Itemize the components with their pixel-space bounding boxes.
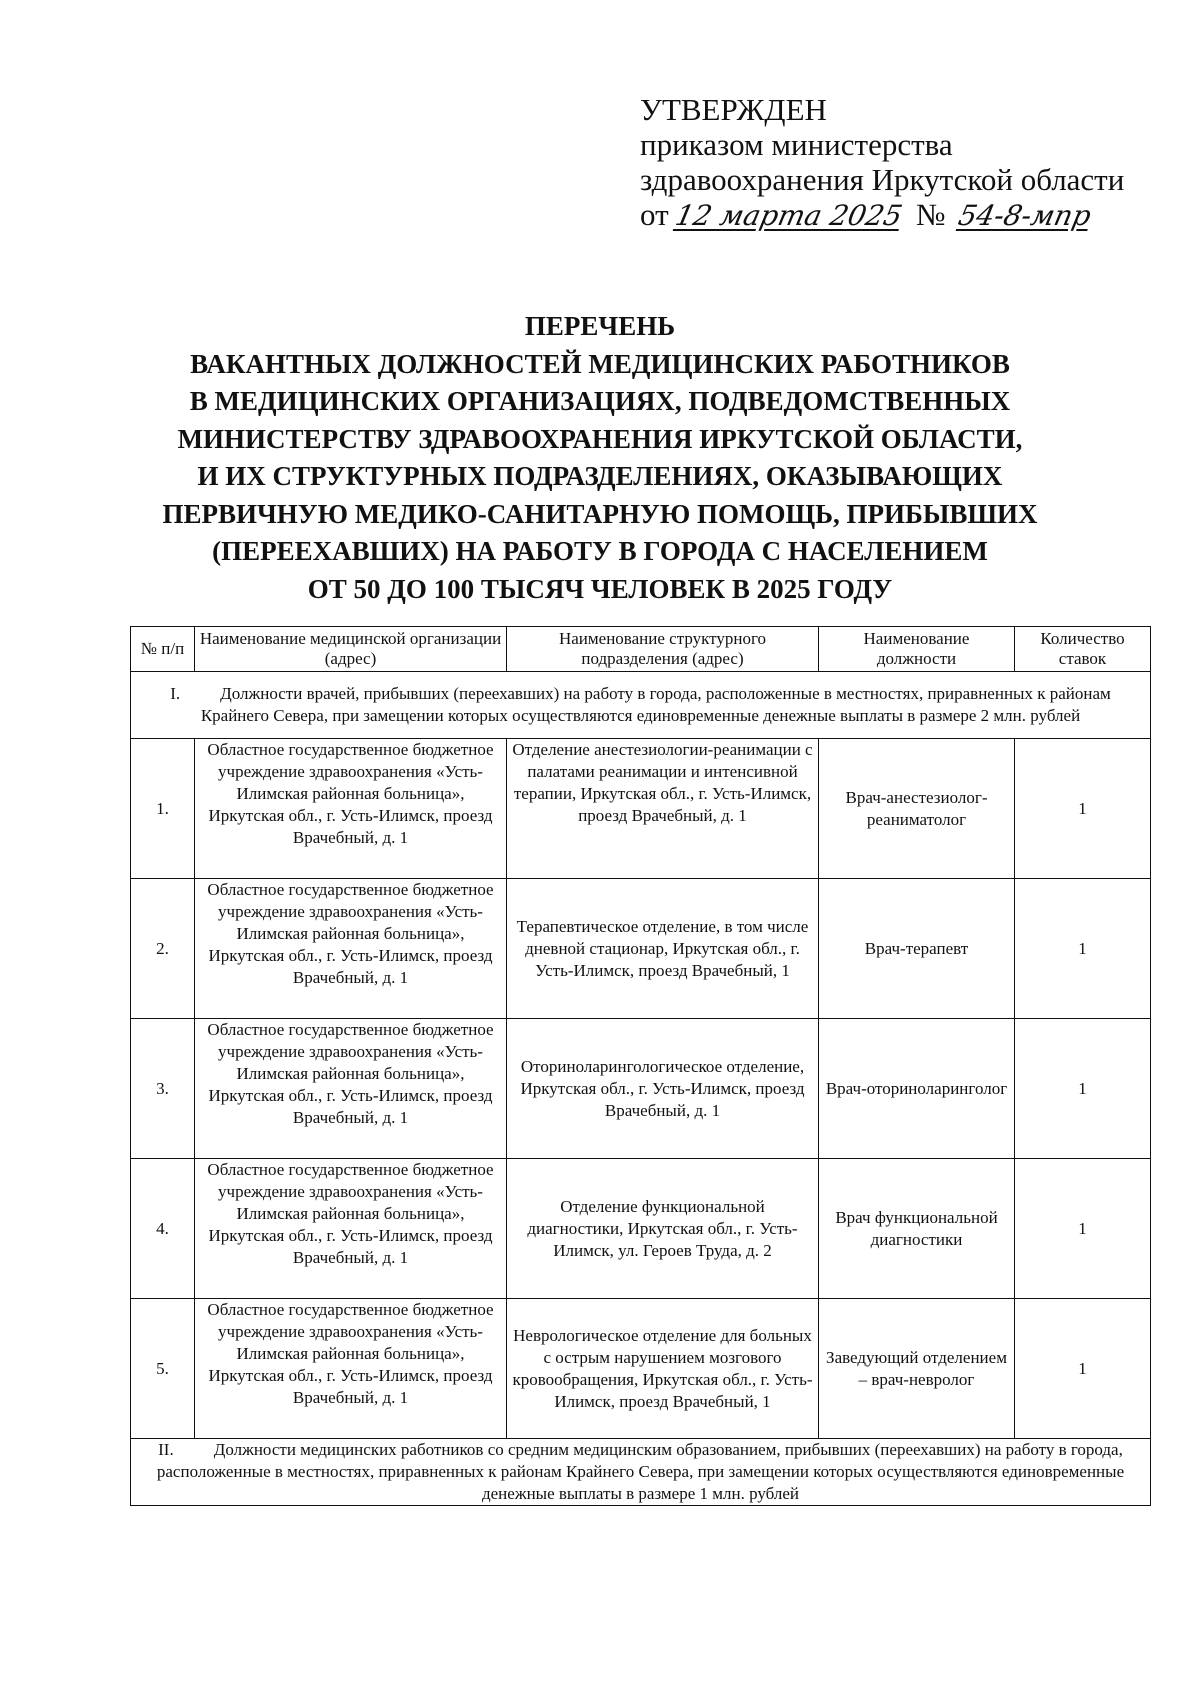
header-qty: Количество ставок xyxy=(1015,627,1151,672)
header-position: Наименование должности xyxy=(819,627,1015,672)
section-text: Должности медицинских работников со средним медицинским образованием, прибывших (переехавших) на работу в города, расположенные в местностях, приравненных к районам Крайнего Севера, при замещении которых осуществляются единовременные денежные выплаты в размере 1 млн. рублей xyxy=(156,1440,1125,1503)
cell-org: Областное государственное бюджетное учреждение здравоохранения «Усть-Илимская районная больница», Иркутская обл., г. Усть-Илимск, проезд Врачебный, д. 1 xyxy=(195,1299,507,1439)
table-row xyxy=(131,1299,1151,1439)
cell-org: Областное государственное бюджетное учреждение здравоохранения «Усть-Илимская районная больница», Иркутская обл., г. Усть-Илимск, проезд Врачебный, д. 1 xyxy=(195,1019,507,1159)
title-line: МИНИСТЕРСТВУ ЗДРАВООХРАНЕНИЯ ИРКУТСКОЙ ОБЛАСТИ, xyxy=(177,423,1023,454)
cell-num: 2. xyxy=(131,879,195,1019)
cell-dept: Отделение функциональной диагностики, Иркутская обл., г. Усть-Илимск, ул. Героев Труда, д. 2 xyxy=(507,1159,819,1299)
section-roman: II. xyxy=(158,1440,174,1459)
cell-num: 1. xyxy=(131,739,195,879)
cell-position: Врач-анестезиолог-реаниматолог xyxy=(819,739,1015,879)
document-title xyxy=(100,308,1100,608)
cell-dept: Оториноларингологическое отделение, Иркутская обл., г. Усть-Илимск, проезд Врачебный, д. 1 xyxy=(507,1019,819,1159)
cell-dept: Отделение анестезиологии-реанимации с палатами реанимации и интенсивной терапии, Иркутская обл., г. Усть-Илимск, проезд Врачебный, д. 1 xyxy=(507,739,819,879)
header-num: № п/п xyxy=(131,627,195,672)
title-line: В МЕДИЦИНСКИХ ОРГАНИЗАЦИЯХ, ПОДВЕДОМСТВЕННЫХ xyxy=(189,386,1011,416)
table-row xyxy=(131,1159,1151,1299)
title-line: (ПЕРЕЕХАВШИХ) НА РАБОТУ В ГОРОДА С НАСЕЛЕНИЕМ xyxy=(212,536,988,566)
cell-position: Врач-терапевт xyxy=(819,879,1015,1019)
cell-dept: Неврологическое отделение для больных с острым нарушением мозгового кровообращения, Иркутская обл., г. Усть-Илимск, проезд Врачебный, 1 xyxy=(507,1299,819,1439)
table-header-row xyxy=(131,627,1151,672)
cell-qty: 1 xyxy=(1015,1019,1151,1159)
cell-org: Областное государственное бюджетное учреждение здравоохранения «Усть-Илимская районная больница», Иркутская обл., г. Усть-Илимск, проезд Врачебный, д. 1 xyxy=(195,739,507,879)
title-line: ВАКАНТНЫХ ДОЛЖНОСТЕЙ МЕДИЦИНСКИХ РАБОТНИКОВ xyxy=(190,348,1010,379)
approval-stamp xyxy=(640,92,1140,233)
approval-date-line xyxy=(640,197,1140,233)
approval-line-2: здравоохранения Иркутской области xyxy=(640,162,1125,197)
approval-line-1: приказом министерства xyxy=(640,127,953,162)
table-row xyxy=(131,1019,1151,1159)
section-text: Должности врачей, прибывших (переехавших) на работу в города, расположенные в местностях, приравненных к районам Крайнего Севера, при замещении которых осуществляются единовременные денежные выплаты в размере 2 млн. рублей xyxy=(200,684,1111,725)
approval-number-label: № xyxy=(915,197,946,232)
cell-position: Врач функциональной диагностики xyxy=(819,1159,1015,1299)
header-dept: Наименование структурного подразделения (адрес) xyxy=(507,627,819,672)
approval-from-label: от xyxy=(640,197,669,232)
title-line: ОТ 50 ДО 100 ТЫСЯЧ ЧЕЛОВЕК В 2025 ГОДУ xyxy=(307,573,893,604)
cell-position: Заведующий отделением – врач-невролог xyxy=(819,1299,1015,1439)
approval-heading: УТВЕРЖДЕН xyxy=(640,92,827,127)
title-line: И ИХ СТРУКТУРНЫХ ПОДРАЗДЕЛЕНИЯХ, ОКАЗЫВАЮЩИХ xyxy=(197,461,1003,491)
approval-number-handwritten: 54-8-мпр xyxy=(955,199,1095,232)
cell-org: Областное государственное бюджетное учреждение здравоохранения «Усть-Илимская районная больница», Иркутская обл., г. Усть-Илимск, проезд Врачебный, д. 1 xyxy=(195,1159,507,1299)
cell-dept: Терапевтическое отделение, в том числе дневной стационар, Иркутская обл., г. Усть-Илимск, проезд Врачебный, 1 xyxy=(507,879,819,1019)
section-row-2 xyxy=(131,1439,1151,1506)
table-row xyxy=(131,879,1151,1019)
title-line: ПЕРВИЧНУЮ МЕДИКО-САНИТАРНУЮ ПОМОЩЬ, ПРИБЫВШИХ xyxy=(162,498,1038,529)
cell-qty: 1 xyxy=(1015,1299,1151,1439)
cell-position: Врач-оториноларинголог xyxy=(819,1019,1015,1159)
cell-org: Областное государственное бюджетное учреждение здравоохранения «Усть-Илимская районная больница», Иркутская обл., г. Усть-Илимск, проезд Врачебный, д. 1 xyxy=(195,879,507,1019)
section-row-1 xyxy=(131,672,1151,739)
cell-num: 5. xyxy=(131,1299,195,1439)
vacancies-table xyxy=(130,626,1151,1506)
table-row xyxy=(131,739,1151,879)
cell-qty: 1 xyxy=(1015,739,1151,879)
cell-qty: 1 xyxy=(1015,1159,1151,1299)
cell-num: 3. xyxy=(131,1019,195,1159)
approval-date-handwritten: 12 марта 2025 xyxy=(672,199,906,232)
title-line: ПЕРЕЧЕНЬ xyxy=(524,311,676,341)
cell-qty: 1 xyxy=(1015,879,1151,1019)
header-org: Наименование медицинской организации (адрес) xyxy=(195,627,507,672)
section-roman: I. xyxy=(170,684,181,703)
cell-num: 4. xyxy=(131,1159,195,1299)
